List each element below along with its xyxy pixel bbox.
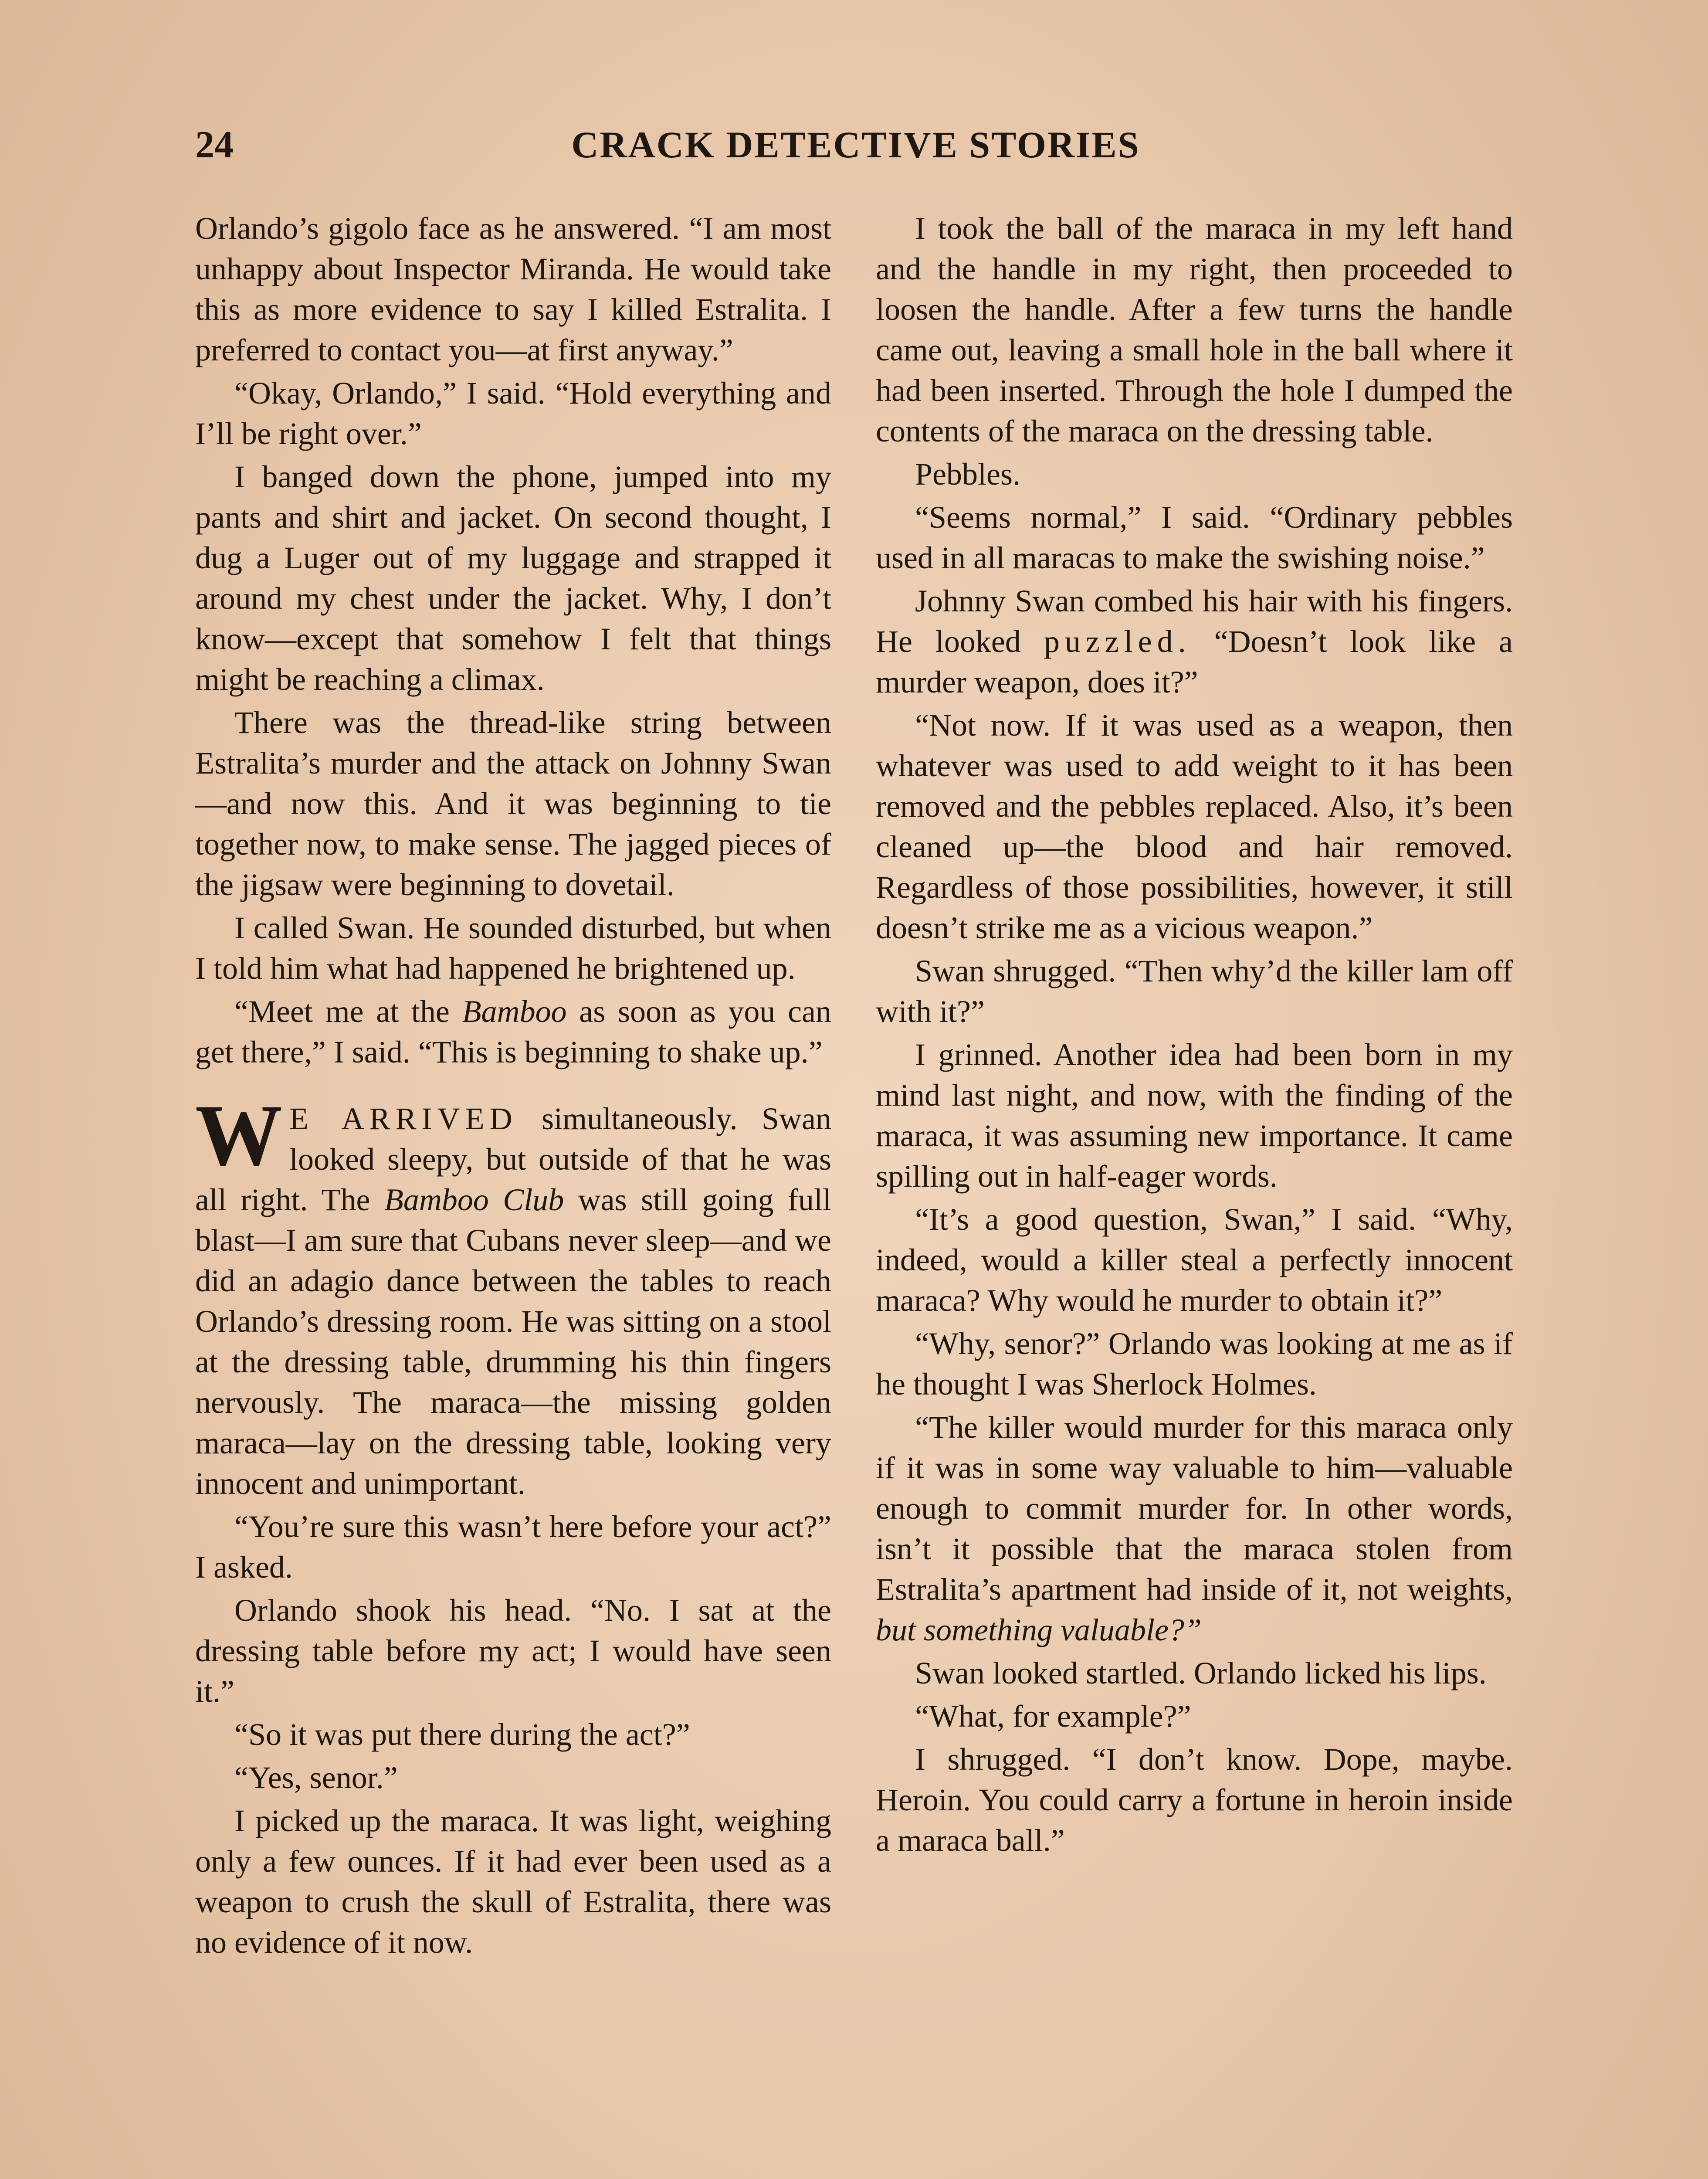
- paragraph: “Seems normal,” I said. “Ordinary pebbles used in all maracas to make the swishing noise.”: [876, 500, 1513, 575]
- paragraph: Orlando shook his head. “No. I sat at the dressing table before my act; I would have seen it.”: [195, 1593, 831, 1709]
- running-title: CRACK DETECTIVE STORIES: [571, 124, 1140, 166]
- text-run: simultaneously. Swan looked sleepy, but outside of that he was all right. The: [195, 1101, 832, 1217]
- paragraph: “What, for example?”: [915, 1699, 1191, 1734]
- text-run: was still going full blast—I am sure that Cubans never sleep—and we did an adagio dance between the tables to reach Orlando’s dressing room. He was sitting on a stool at the dressing table, drumming his thin fingers nervously. The maraca—the missing golden maraca—lay on the dressing table, looking very innocent and unimportant.: [195, 1182, 831, 1501]
- paragraph: [876, 581, 1513, 703]
- paragraph: [876, 1407, 1513, 1650]
- paragraph: I called Swan. He sounded disturbed, but when I told him what had happened he brightened up.: [195, 910, 831, 986]
- page-number: 24: [195, 124, 234, 166]
- text-run: as soon as you can get there,” I said. “This is beginning to shake up.”: [195, 994, 832, 1069]
- small-caps-lead: E ARRIVED: [289, 1101, 518, 1136]
- text-run: Johnny Swan combed his hair with his fingers. He looked: [876, 584, 1513, 659]
- section-opening-paragraph: [195, 1087, 832, 1504]
- paragraph: “Okay, Orlando,” I said. “Hold everything and I’ll be right over.”: [195, 376, 831, 451]
- page-header: [195, 123, 1516, 171]
- drop-cap: W: [195, 1087, 282, 1184]
- paragraph: I picked up the maraca. It was light, weighing only a few ounces. If it had ever been used as a weapon to crush the skull of Estralita, there was no evidence of it now.: [195, 1803, 831, 1960]
- paragraph: “So it was put there during the act?”: [234, 1717, 690, 1752]
- paragraph: “Not now. If it was used as a weapon, then whatever was used to add weight to it has been removed and the pebbles replaced. Also, it’s been cleaned up—the blood and hair removed. Regardless of those possibilities, however, it still doesn’t strike me as a vicious weapon.”: [876, 708, 1513, 945]
- paragraph: Swan shrugged. “Then why’d the killer lam off with it?”: [876, 954, 1513, 1029]
- paragraph: I banged down the phone, jumped into my pants and shirt and jacket. On second thought, I dug a Luger out of my luggage and strapped it around my chest under the jacket. Why, I don’t know—except that somehow I felt that things might be reaching a climax.: [195, 459, 831, 697]
- paragraph: I took the ball of the maraca in my left hand and the handle in my right, then proceeded to loosen the handle. After a few turns the handle came out, leaving a small hole in the ball where it had been inserted. Through the hole I dumped the contents of the maraca on the dressing table.: [876, 211, 1513, 448]
- text-run: “Meet me at the: [234, 994, 462, 1029]
- italic-text: but something valuable?”: [876, 1612, 1202, 1647]
- paragraph: “Yes, senor.”: [234, 1760, 398, 1795]
- spaced-text: puzzled.: [1044, 624, 1191, 659]
- paragraph: I shrugged. “I don’t know. Dope, maybe. Heroin. You could carry a fortune in heroin inside a maraca ball.”: [876, 1742, 1513, 1858]
- italic-text: Bamboo Club: [384, 1182, 564, 1217]
- paragraph: “You’re sure this wasn’t here before your act?” I asked.: [195, 1509, 831, 1585]
- paragraph: “It’s a good question, Swan,” I said. “Why, indeed, would a killer steal a perfectly innocent maraca? Why would he murder to obtain it?”: [876, 1202, 1513, 1318]
- paragraph: [195, 991, 831, 1073]
- right-column: [876, 208, 1513, 1863]
- left-column: [195, 208, 831, 1965]
- paragraph: Pebbles.: [915, 457, 1020, 492]
- paragraph: “Why, senor?” Orlando was looking at me as if he thought I was Sherlock Holmes.: [876, 1326, 1513, 1402]
- italic-text: Bamboo: [462, 994, 567, 1029]
- paragraph: Orlando’s gigolo face as he answered. “I am most unhappy about Inspector Miranda. He would take this as more evidence to say I killed Estralita. I preferred to contact you—at first anyway.”: [195, 211, 831, 367]
- paragraph: There was the thread-like string between Estralita’s murder and the attack on Johnny Swan—and now this. And it was beginning to tie together now, to make sense. The jagged pieces of the jigsaw were beginning to dovetail.: [195, 705, 831, 902]
- text-run: “The killer would murder for this maraca only if it was in some way valuable to him—valuable enough to commit murder for. In other words, isn’t it possible that the maraca stolen from Estralita’s apartment had inside of it, not weights,: [876, 1410, 1513, 1607]
- text-run: “Doesn’t look like a murder weapon, does it?”: [876, 624, 1513, 699]
- paragraph: I grinned. Another idea had been born in my mind last night, and now, with the finding of the maraca, it was assuming new importance. It came spilling out in half-eager words.: [876, 1037, 1513, 1194]
- paragraph: Swan looked startled. Orlando licked his lips.: [915, 1656, 1487, 1690]
